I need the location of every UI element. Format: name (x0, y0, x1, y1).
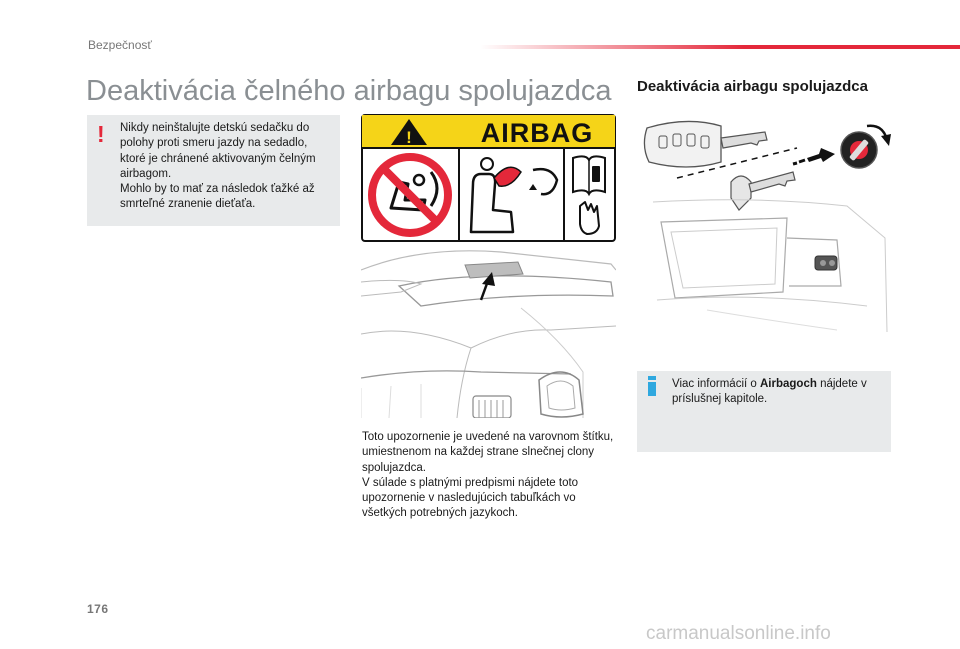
info-text-prefix: Viac informácií o (672, 378, 760, 390)
page-title: Deaktivácia čelného airbagu spolujazdca (86, 75, 612, 107)
label-warning-symbol: ! (406, 128, 412, 147)
airbag-switch-icon (841, 132, 877, 168)
warning-text (120, 121, 335, 213)
no-rear-facing-child-seat-icon (372, 157, 448, 233)
airbag-warning-label (361, 114, 616, 242)
warning-icon: ! (97, 121, 105, 147)
info-text (672, 377, 884, 408)
watermark: carmanualsonline.info (646, 623, 831, 644)
paragraph-line: Toto upozornenie je uvedené na varovnom štítku, umiestnenom na každej strane slnečnej clony spolujazdca. (362, 431, 614, 474)
section-label: Bezpečnosť (88, 38, 152, 52)
warning-line: Nikdy neinštalujte detskú sedačku do polohy proti smeru jazdy na sedadlo, ktoré je chránené aktivovaným čelným airbagom. (120, 122, 316, 180)
key-icon (731, 172, 795, 210)
info-icon (647, 376, 657, 396)
warning-line: Mohlo by to mať za následok ťažké až smrteľné zranenie dieťaťa. (120, 183, 315, 211)
label-airbag-text: AIRBAG (480, 118, 594, 148)
key-icon (644, 121, 767, 167)
info-paragraph (362, 430, 614, 522)
page-number: 176 (87, 602, 109, 616)
header-accent-line (480, 45, 960, 49)
info-link-term: Airbagoch (760, 378, 817, 390)
paragraph-line: V súlade s platnými predpismi nájdete toto upozornenie v nasledujúcich tabuľkách vo všetkých potrebných jazykoch. (362, 476, 579, 520)
section-title: Deaktivácia airbagu spolujazdca (637, 78, 868, 95)
info-text-suffix: nájdete v príslušnej kapitole. (672, 378, 867, 406)
sun-visor-illustration (361, 248, 616, 418)
key-deactivation-illustration (637, 110, 891, 335)
